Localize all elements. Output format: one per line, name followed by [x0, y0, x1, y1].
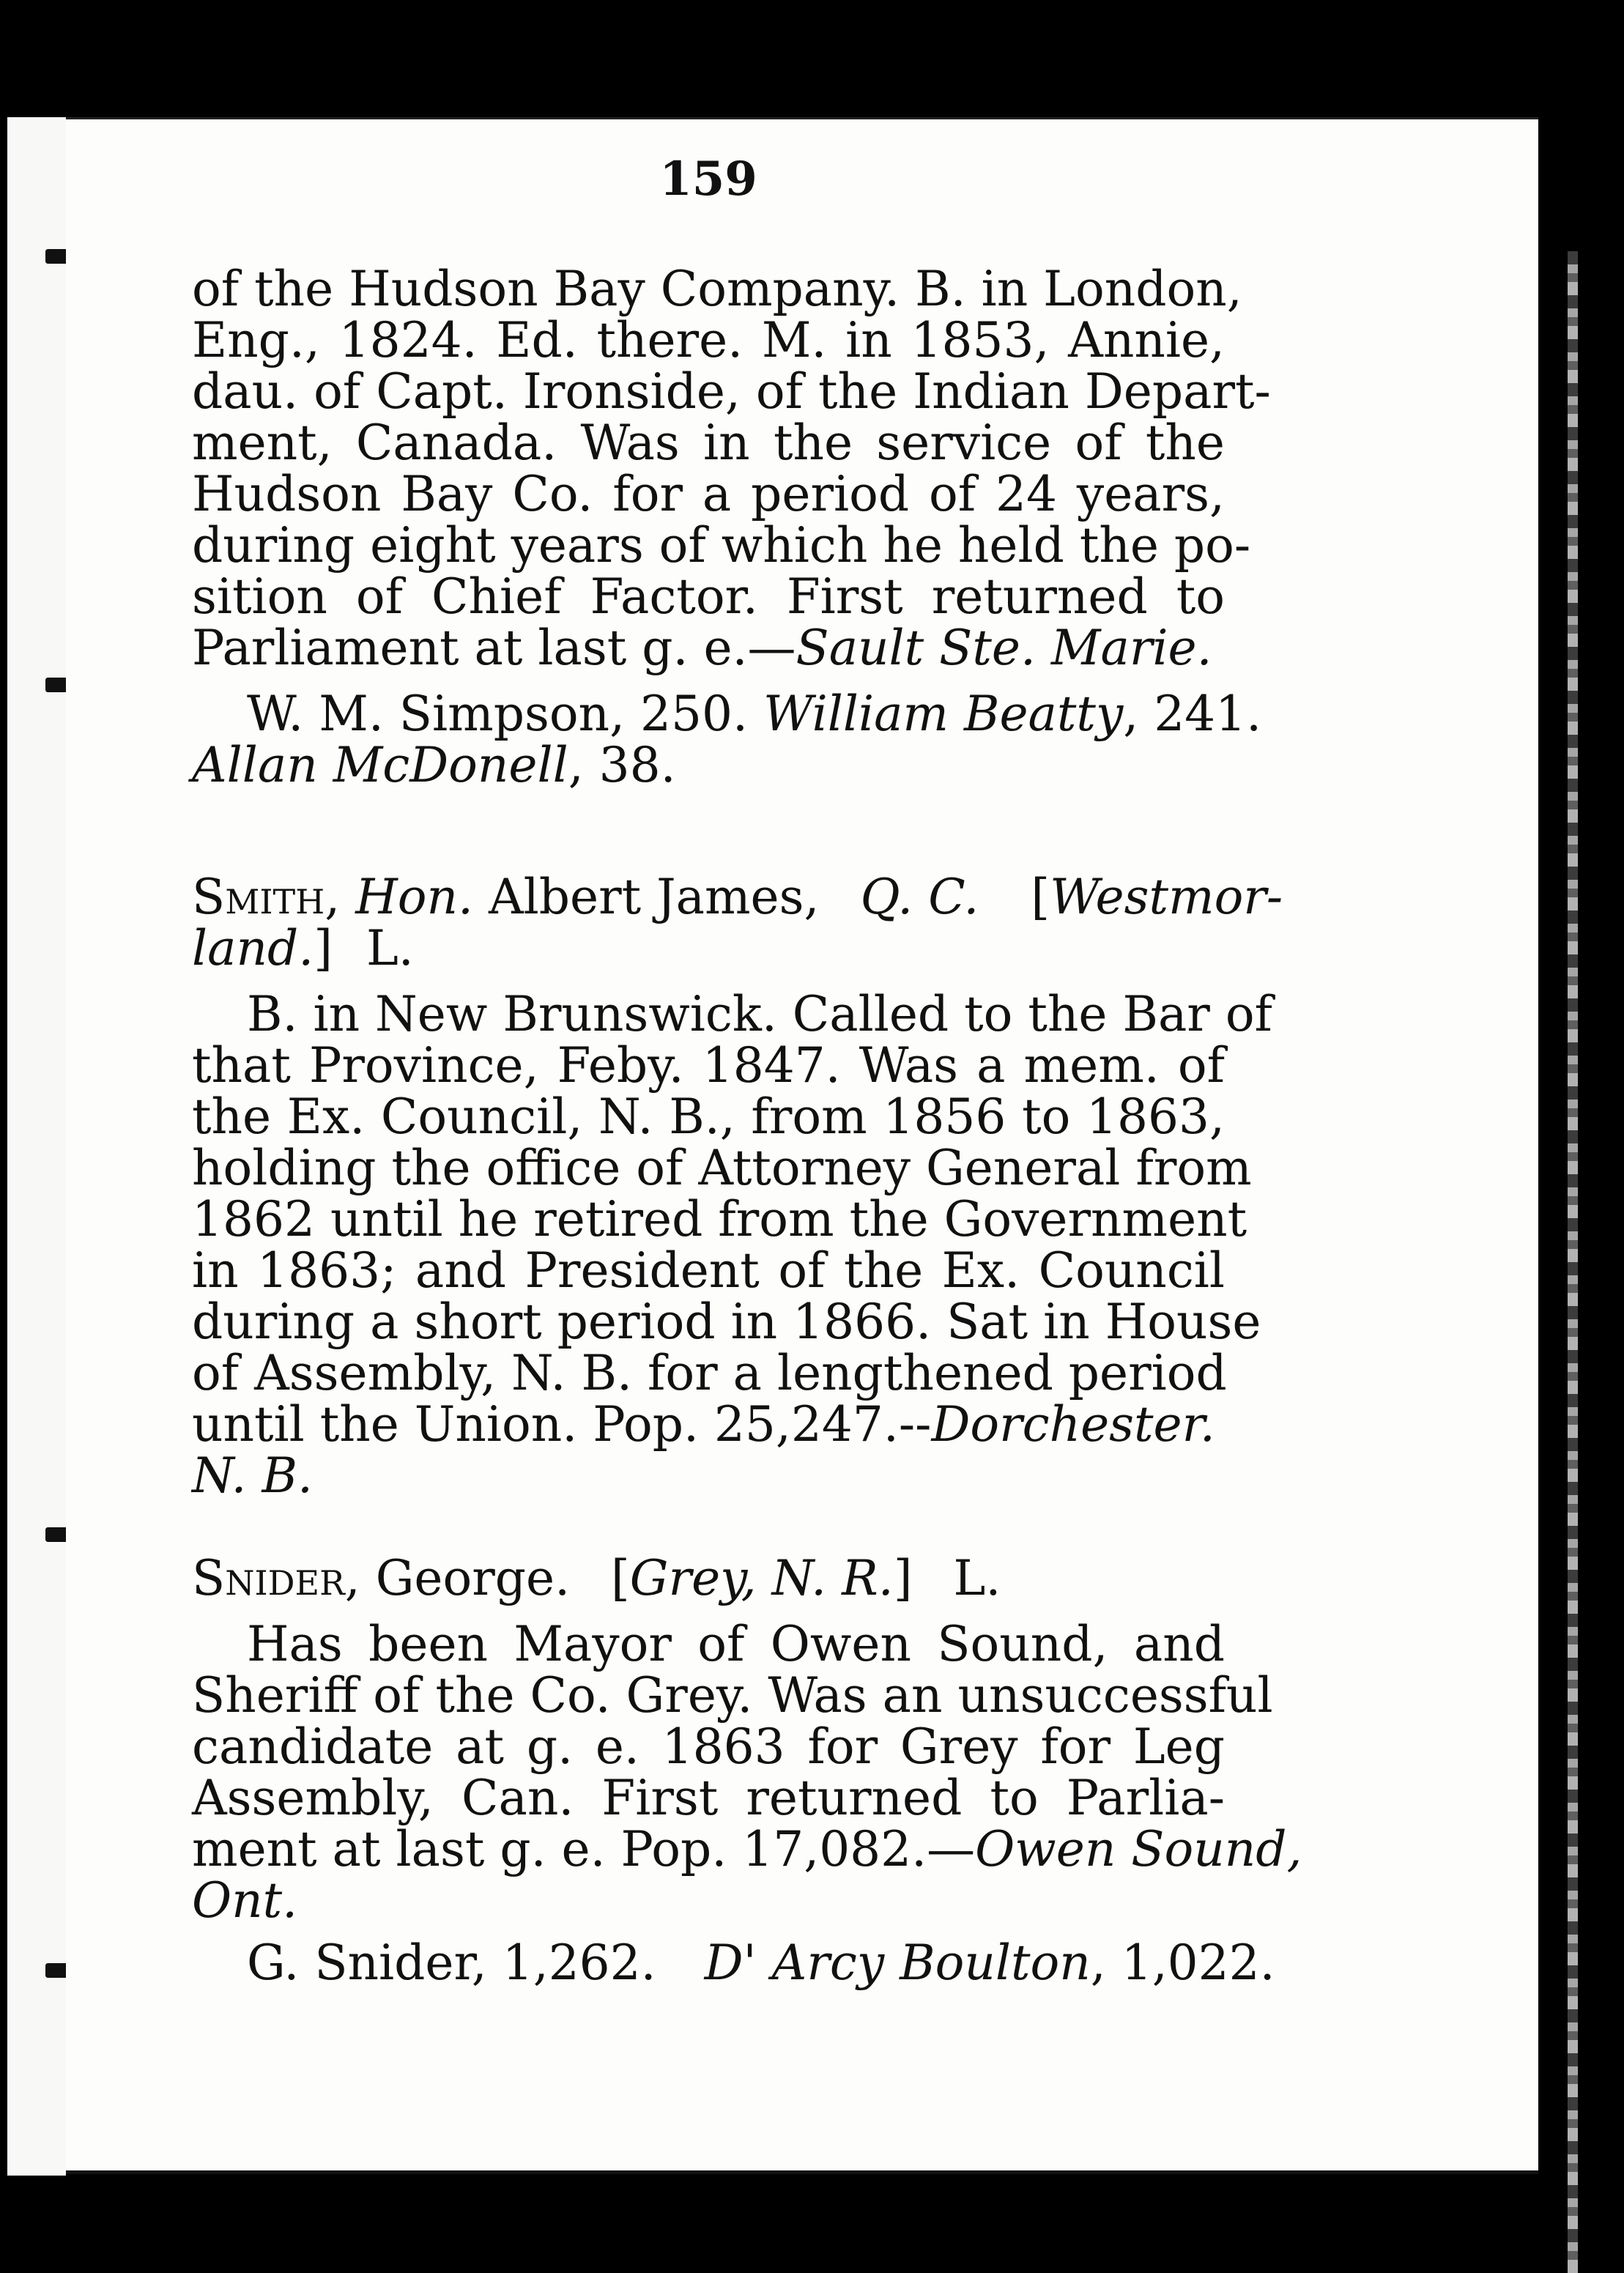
candidate-name: Allan McDonell — [192, 737, 568, 793]
entry-continued — [192, 261, 1271, 793]
vote-text: , 241. — [1123, 686, 1262, 742]
text-line: of Assembly, N. B. for a lengthened period — [192, 1345, 1227, 1401]
text-line: in 1863; and President of the Ex. Council — [192, 1242, 1225, 1299]
riding: Westmor- — [1050, 869, 1283, 925]
text-line: ment, Canada. Was in the service of the — [192, 415, 1225, 471]
page-right-edge — [1568, 251, 1578, 2273]
text-line: candidate at g. e. 1863 for Grey for Leg — [192, 1718, 1225, 1775]
text-line: B. in New Brunswick. Called to the Bar of — [247, 986, 1272, 1042]
vote-line — [192, 737, 1225, 793]
vote-line — [192, 1935, 1275, 1991]
text-line: during a short period in 1866. Sat in House — [192, 1294, 1261, 1350]
party: L. — [366, 920, 414, 976]
riding: Grey, N. R. — [629, 1550, 894, 1606]
text-line: Eng., 1824. Ed. there. M. in 1853, Annie, — [192, 312, 1225, 368]
location-text: Sault Ste. Marie. — [796, 620, 1212, 676]
location-line: N. B. — [192, 1447, 313, 1504]
candidate-name: William Beatty — [763, 686, 1124, 742]
given-name: George. — [375, 1550, 571, 1606]
text-line: sition of Chief Factor. First returned to — [192, 568, 1225, 625]
text-line: Assembly, Can. First returned to Parlia- — [192, 1770, 1225, 1826]
vote-text: , 38. — [568, 737, 676, 793]
location-text: Dorchester. — [931, 1396, 1215, 1453]
honorific: Hon. — [355, 869, 474, 925]
entry-heading: Snider, George. [Grey, N. R.] L. — [192, 1550, 1001, 1606]
entry-heading: Smith, Hon. Albert James, Q. C. [Westmor- — [192, 869, 1283, 925]
entry-snider — [192, 1550, 1302, 1991]
vote-text: , 1,022. — [1090, 1935, 1275, 1991]
text-line — [192, 620, 1225, 676]
text-line: dau. of Capt. Ironside, of the Indian Depart- — [192, 363, 1271, 420]
text-line — [192, 1396, 1225, 1453]
text-line: that Province, Feby. 1847. Was a mem. of — [192, 1037, 1225, 1094]
vote-text: G. Snider, 1,262. — [247, 1935, 656, 1991]
entry-heading-continued: land.] L. — [192, 920, 414, 976]
qc: Q. C. — [860, 869, 979, 925]
surname: Snider, — [192, 1550, 360, 1606]
vote-text: W. M. Simpson, 250. — [247, 686, 748, 742]
party: L. — [953, 1550, 1001, 1606]
vote-line — [192, 686, 1262, 742]
text-line: Has been Mayor of Owen Sound, and — [247, 1616, 1225, 1672]
text-segment: until the Union. Pop. 25,247.-- — [192, 1396, 932, 1453]
given-name: Albert James, — [489, 869, 820, 925]
text-line: the Ex. Council, N. B., from 1856 to 1863, — [192, 1089, 1225, 1145]
text-segment: Parliament at last g. e.— — [192, 620, 796, 676]
page-number: 159 — [659, 152, 757, 207]
text-line: Hudson Bay Co. for a period of 24 years, — [192, 466, 1225, 522]
binding-strip — [7, 117, 66, 2176]
text-line: Sheriff of the Co. Grey. Was an unsuccessful — [192, 1667, 1273, 1724]
riding-continued: land. — [192, 920, 314, 976]
entry-smith — [192, 869, 1283, 1504]
candidate-name: D' Arcy Boulton — [704, 1935, 1091, 1991]
text-line: during eight years of which he held the po- — [192, 517, 1251, 574]
surname: Smith, — [192, 869, 341, 925]
text-segment: ment at last g. e. Pop. 17,082.— — [192, 1821, 976, 1877]
text-line: of the Hudson Bay Company. B. in London, — [192, 261, 1242, 317]
text-line: 1862 until he retired from the Government — [192, 1191, 1247, 1247]
text-line: holding the office of Attorney General from — [192, 1140, 1252, 1196]
text-line — [192, 1821, 1302, 1877]
location-line: Ont. — [192, 1872, 298, 1929]
location-text: Owen Sound, — [975, 1821, 1302, 1877]
